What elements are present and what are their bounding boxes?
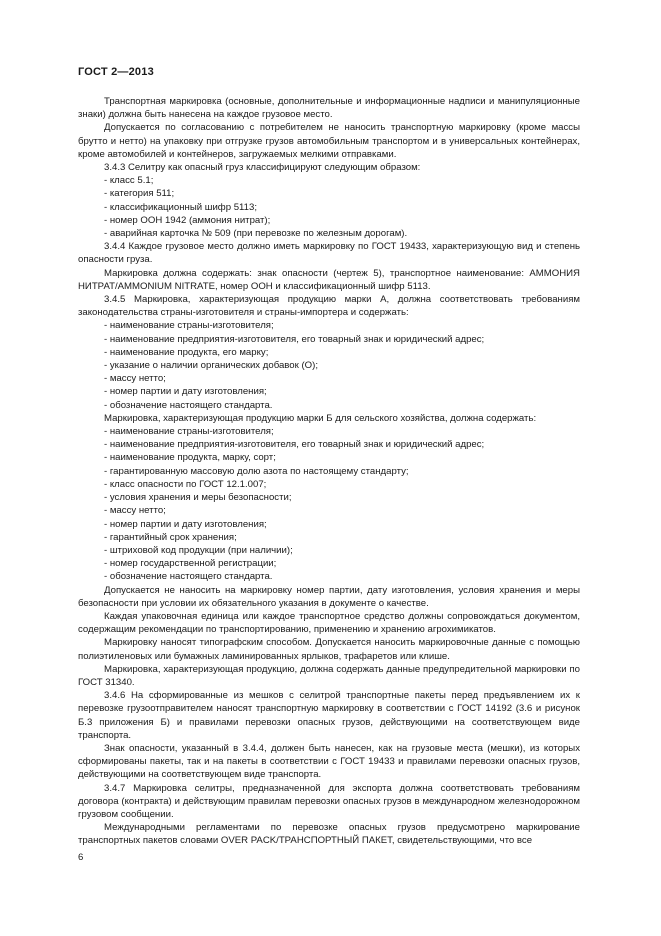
paragraph: Каждая упаковочная единица или каждое транспортное средство должны сопровождаться документом, содержащим рекомендации по транспортированию, применению и хранению агрохимикатов.: [78, 610, 580, 636]
paragraph: 3.4.6 На сформированные из мешков с селитрой транспортные пакеты перед предъявлением их к перевозке грузоотправителем наносят транспортную маркировку в соответствии с ГОСТ 14192 (3.6 и рисунок Б.3 приложения Б) и правилами перевозки опасных грузов, действующими на соответствующем виде транспорта.: [78, 690, 580, 741]
paragraph: 3.4.7 Маркировка селитры, предназначенной для экспорта должна соответствовать требованиям договора (контракта) и действующим правилам перевозки опасных грузов в международном железнодорожном грузовом сообщении.: [78, 782, 580, 820]
list-item: - наименование страны-изготовителя;: [104, 320, 274, 332]
paragraph: Транспортная маркировка (основные, дополнительные и информационные надписи и манипуляционные знаки) должна быть нанесена на каждое грузовое место.: [78, 96, 580, 121]
paragraph: Маркировка, характеризующая продукцию марки Б для сельского хозяйства, должна содержать:: [104, 412, 537, 424]
paragraph: Допускается не наносить на маркировку номер партии, дату изготовления, условия хранения и меры безопасности при условии их обязательного указания в документе о качестве.: [78, 584, 580, 609]
list-item: - наименование предприятия-изготовителя, его товарный знак и юридический адрес;: [104, 439, 485, 451]
list-item: - номер ООН 1942 (аммония нитрат);: [104, 214, 271, 226]
list-item: - массу нетто;: [104, 373, 166, 385]
list-item: - обозначение настоящего стандарта.: [104, 571, 273, 583]
list-item: - классификационный шифр 5113;: [104, 201, 257, 213]
paragraph: Маркировка должна содержать: знак опасности (чертеж 5), транспортное наименование: АММОНИЯ НИТРАТ/AMMONIUM NITRATE, номер ООН и классификационный шифр 5113.: [78, 267, 580, 292]
list-item: - категория 511;: [104, 188, 175, 200]
list-item: - штриховой код продукции (при наличии);: [104, 544, 293, 556]
page-number: 6: [78, 852, 84, 863]
list-item: - номер партии и дату изготовления;: [104, 518, 267, 530]
paragraph: Знак опасности, указанный в 3.4.4, должен быть нанесен, как на грузовые места (мешки), из которых сформированы пакеты, так и на пакеты в соответствии с ГОСТ 19433 и правилами перевозки опасных грузов, действующими на соответствующем виде транспорта.: [78, 742, 580, 781]
list-item: - обозначение настоящего стандарта.: [104, 399, 273, 411]
paragraph: Маркировка, характеризующая продукцию, должна содержать данные предупредительной маркировки по ГОСТ 31340.: [78, 663, 580, 688]
list-item: - номер государственной регистрации;: [104, 558, 277, 570]
list-item: - номер партии и дату изготовления;: [104, 386, 267, 398]
list-item: - гарантийный срок хранения;: [104, 531, 237, 543]
list-item: - наименование предприятия-изготовителя, его товарный знак и юридический адрес;: [104, 333, 485, 345]
list-item: - массу нетто;: [104, 505, 166, 517]
paragraph: Международными регламентами по перевозке опасных грузов предусмотрено маркирование транспортных пакетов словами OVER PACK/ТРАНСПОРТНЫЙ ПАКЕТ, свидетельствующими, что все: [78, 822, 580, 847]
list-item: - гарантированную массовую долю азота по настоящему стандарту;: [104, 465, 409, 477]
list-item: - класс 5.1;: [104, 175, 154, 187]
paragraph: 3.4.5 Маркировка, характеризующая продукцию марки А, должна соответствовать требованиям законодательства страны-изготовителя и страны-импортера и содержать:: [78, 294, 580, 319]
document-body: [78, 95, 580, 848]
list-item: - наименование продукта, марку, сорт;: [104, 452, 276, 464]
list-item: - наименование продукта, его марку;: [104, 346, 269, 358]
paragraph: 3.4.4 Каждое грузовое место должно иметь маркировку по ГОСТ 19433, характеризующую вид и степень опасности груза.: [78, 241, 580, 266]
list-item: - аварийная карточка № 509 (при перевозке по железным дорогам).: [104, 228, 408, 240]
list-item: - класс опасности по ГОСТ 12.1.007;: [104, 478, 267, 490]
paragraph: Маркировку наносят типографским способом. Допускается наносить маркировочные данные с помощью полиэтиленовых или бумажных ламинированных ярлыков, трафаретов или клише.: [78, 637, 580, 662]
paragraph: 3.4.3 Селитру как опасный груз классифицируют следующим образом:: [104, 162, 421, 174]
paragraph: Допускается по согласованию с потребителем не наносить транспортную маркировку (кроме массы брутто и нетто) на упаковку при отгрузке грузов автомобильным транспортом и в универсальных контейнерах, кроме автомобилей и контейнеров, загружаемых мелкими отправками.: [78, 122, 580, 160]
list-item: - наименование страны-изготовителя;: [104, 426, 274, 438]
document-header: ГОСТ 2—2013: [78, 66, 154, 78]
list-item: - условия хранения и меры безопасности;: [104, 492, 292, 504]
list-item: - указание о наличии органических добавок (О);: [104, 360, 319, 372]
